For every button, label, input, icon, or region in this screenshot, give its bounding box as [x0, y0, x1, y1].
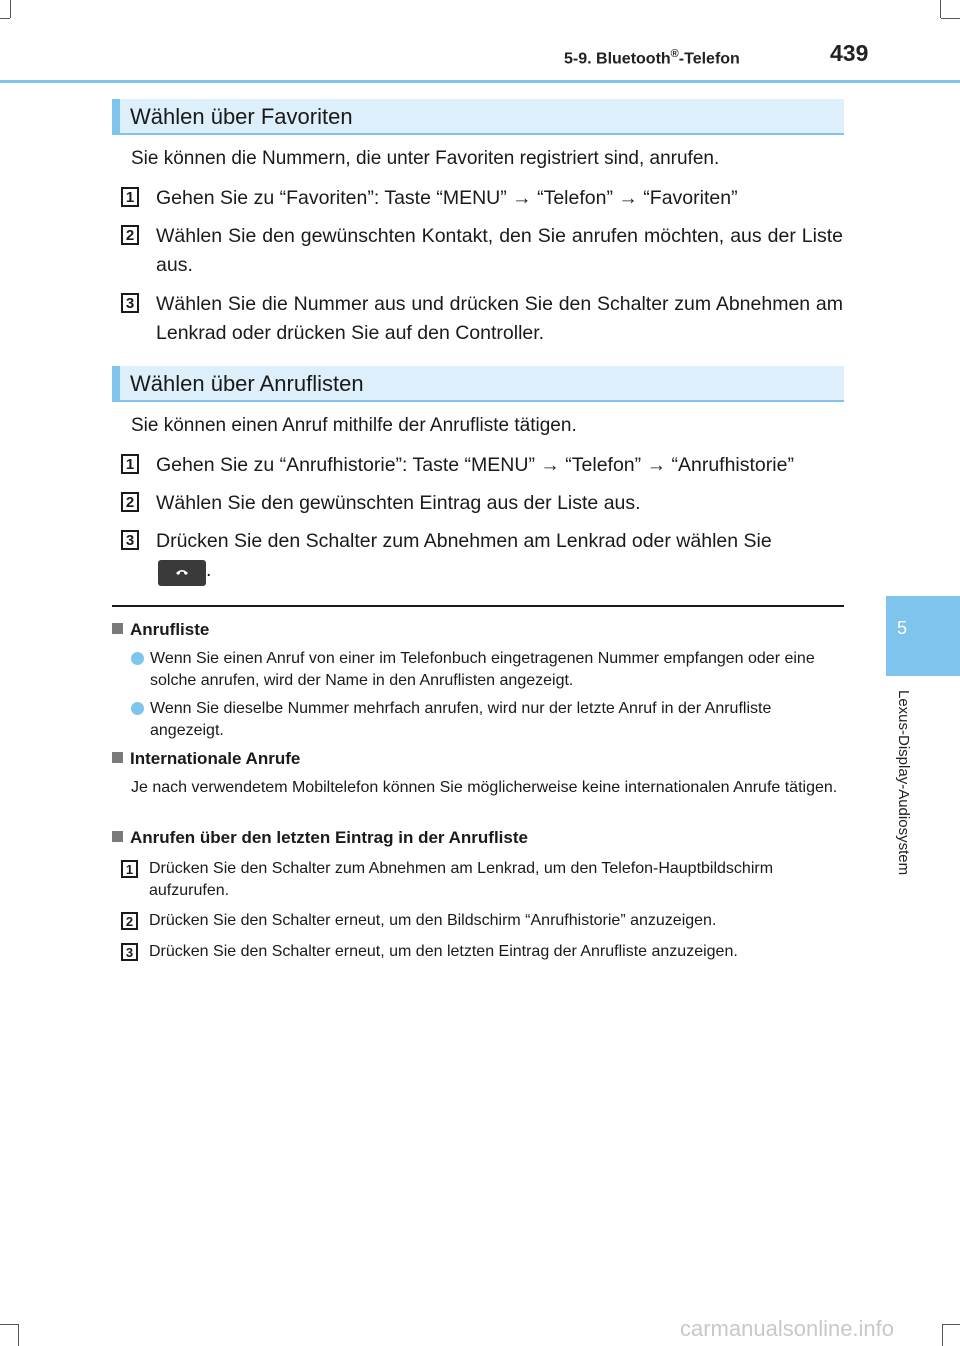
- crop-mark: [18, 1324, 19, 1346]
- step-text: [156, 527, 843, 586]
- header-rule: [0, 80, 960, 83]
- sub-step-number: 2: [121, 912, 138, 930]
- step-text: Gehen Sie zu “Favoriten”: Taste “MENU” → “Telefon” → “Favoriten”: [156, 187, 738, 209]
- step-number: 1: [121, 187, 139, 207]
- handset-icon: [175, 568, 189, 578]
- sub-step-text: Drücken Sie den Schalter erneut, um den Bildschirm “Anrufhistorie” anzuzeigen.: [149, 912, 717, 929]
- step-item: [121, 184, 843, 213]
- note-heading-text: Anrufen über den letzten Eintrag in der Anrufliste: [130, 828, 528, 847]
- circle-bullet-icon: [131, 702, 144, 715]
- note-bullet: [131, 698, 843, 742]
- step-item: [121, 527, 843, 586]
- header-section-text: 5-9. Bluetooth: [564, 50, 671, 68]
- step-text-content: Drücken Sie den Schalter zum Abnehmen am Lenkrad oder wählen Sie: [156, 530, 772, 552]
- section-title: Wählen über Favoriten: [130, 104, 353, 129]
- square-bullet-icon: [112, 623, 123, 634]
- step-number: 2: [121, 225, 139, 245]
- section-header-favoriten: [112, 99, 844, 135]
- note-heading: [112, 620, 209, 640]
- section-intro: Sie können die Nummern, die unter Favoriten registriert sind, anrufen.: [131, 148, 720, 169]
- crop-mark: [940, 0, 941, 18]
- section-title: Wählen über Anruflisten: [130, 371, 364, 396]
- note-heading: [112, 828, 528, 848]
- step-number: 1: [121, 454, 139, 474]
- crop-mark: [0, 18, 10, 19]
- sub-step-text: Drücken Sie den Schalter zum Abnehmen am Lenkrad, um den Telefon-Hauptbildschirm aufzurufen.: [149, 860, 774, 899]
- crop-mark: [10, 0, 11, 18]
- step-text: Gehen Sie zu “Anrufhistorie”: Taste “MENU” → “Telefon” → “Anrufhistorie”: [156, 454, 794, 476]
- sub-step-number: 3: [121, 943, 138, 961]
- watermark: carmanualsonline.info: [680, 1316, 895, 1341]
- note-heading: [112, 749, 300, 769]
- sub-step-item: [121, 858, 843, 902]
- section-intro: Sie können einen Anruf mithilfe der Anrufliste tätigen.: [131, 415, 577, 436]
- chapter-number: 5: [897, 618, 908, 638]
- step-number: 3: [121, 530, 139, 550]
- page-number: 439: [830, 40, 869, 66]
- sub-step-item: [121, 941, 843, 963]
- note-paragraph: Je nach verwendetem Mobiltelefon können Sie möglicherweise keine internationalen Anrufe tätigen.: [131, 779, 838, 796]
- phone-button: [158, 560, 206, 586]
- crop-mark: [941, 18, 960, 19]
- sub-step-text: Drücken Sie den Schalter erneut, um den letzten Eintrag der Anrufliste anzuzeigen.: [149, 943, 738, 960]
- step-item: [121, 222, 843, 280]
- crop-mark: [0, 1324, 18, 1325]
- header-section-suffix: -Telefon: [678, 50, 740, 68]
- step-text: Wählen Sie den gewünschten Eintrag aus der Liste aus.: [156, 492, 641, 514]
- step-text: Wählen Sie den gewünschten Kontakt, den Sie anrufen möchten, aus der Liste aus.: [156, 225, 843, 276]
- note-heading-text: Internationale Anrufe: [130, 749, 301, 768]
- square-bullet-icon: [112, 752, 123, 763]
- step-text: Wählen Sie die Nummer aus und drücken Sie den Schalter zum Abnehmen am Lenkrad oder drücken Sie auf den Controller.: [156, 293, 843, 344]
- step-item: [121, 489, 843, 518]
- step-suffix: .: [206, 559, 212, 582]
- section-header-anruflisten: [112, 366, 844, 402]
- registered-mark: ®: [670, 48, 679, 60]
- chapter-label: Lexus-Display-Audiosystem: [895, 690, 912, 876]
- note-bullet-text: Wenn Sie dieselbe Nummer mehrfach anrufen, wird nur der letzte Anruf in der Anrufliste angezeigt.: [150, 700, 772, 739]
- notes-divider: [112, 605, 844, 607]
- running-header: [564, 48, 740, 68]
- square-bullet-icon: [112, 831, 123, 842]
- crop-mark: [942, 1324, 960, 1325]
- step-number: 2: [121, 492, 139, 512]
- note-heading-text: Anrufliste: [130, 620, 210, 639]
- circle-bullet-icon: [131, 652, 144, 665]
- note-bullet-text: Wenn Sie einen Anruf von einer im Telefonbuch eingetragenen Nummer empfangen oder eine solche anrufen, wird der Name in den Anruflisten angezeigt.: [150, 650, 815, 689]
- note-bullet: [131, 648, 843, 692]
- step-item: [121, 451, 843, 480]
- sub-step-item: [121, 910, 843, 932]
- step-item: [121, 290, 843, 348]
- sub-step-number: 1: [121, 860, 138, 878]
- step-number: 3: [121, 293, 139, 313]
- crop-mark: [942, 1324, 943, 1346]
